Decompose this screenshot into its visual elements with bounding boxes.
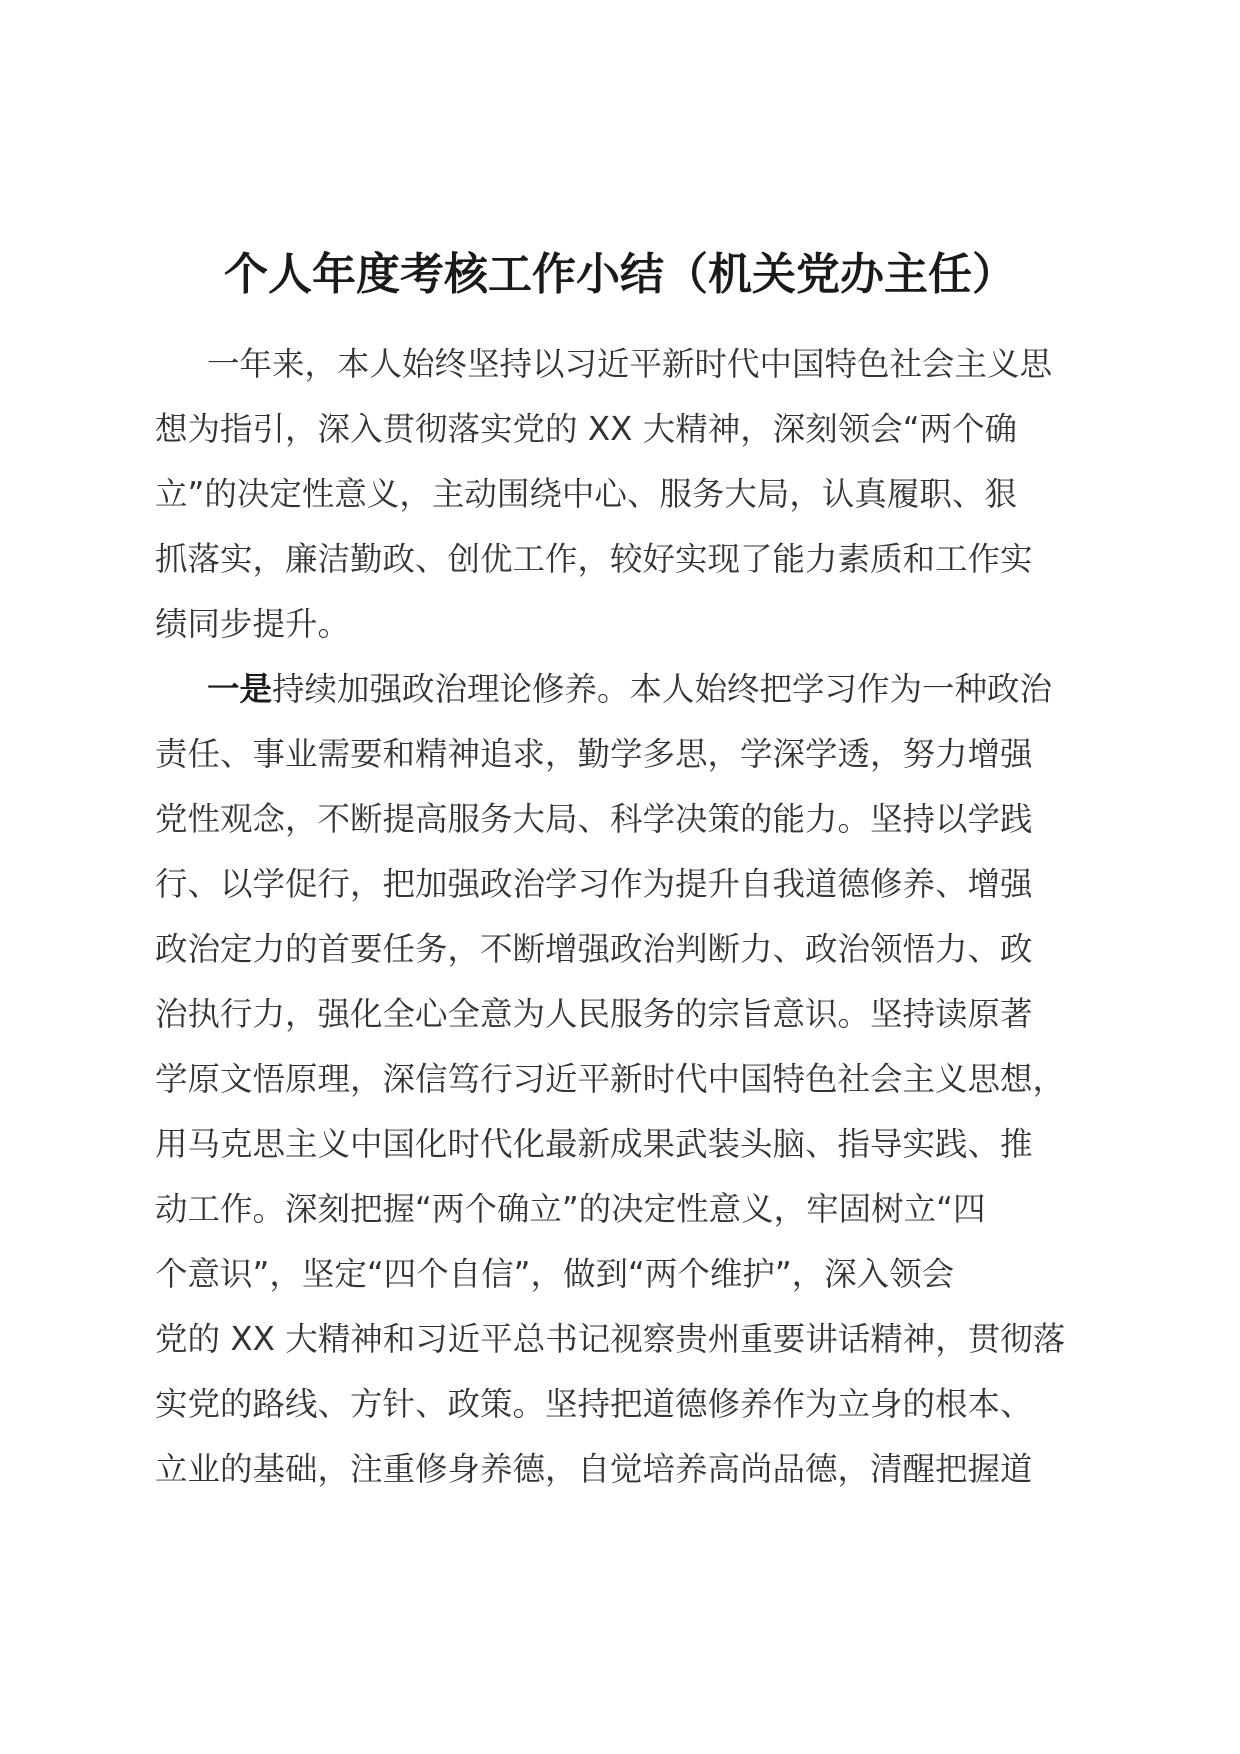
paragraph-line: 政治定力的首要任务，不断增强政治判断力、政治领悟力、政: [155, 930, 1033, 968]
paragraph-first-line-text: 持续加强政治理论修养。本人始终把学习作为一种政治: [272, 670, 1053, 708]
paragraph-line: 行、以学促行，把加强政治学习作为提升自我道德修养、增强: [155, 865, 1033, 903]
paragraph-intro: [155, 332, 1085, 657]
paragraph-lead-label: 一是: [207, 670, 273, 708]
document-title: 个人年度考核工作小结（机关党办主任）: [224, 249, 1016, 300]
paragraph-line: 实党的路线、方针、政策。坚持把道德修养作为立身的根本、: [155, 1385, 1033, 1423]
paragraph-line: 治执行力，强化全心全意为人民服务的宗旨意识。坚持读原著: [155, 995, 1033, 1033]
paragraph-first-line: [155, 657, 1085, 722]
paragraph-line: 党的 XX 大精神和习近平总书记视察贵州重要讲话精神，贯彻落: [155, 1320, 1066, 1358]
paragraph-political-study: [155, 657, 1085, 1502]
paragraph-line: 抓落实，廉洁勤政、创优工作，较好实现了能力素质和工作实: [155, 540, 1033, 578]
paragraph-line: 个意识”，坚定“四个自信”，做到“两个维护”，深入领会: [155, 1255, 955, 1293]
paragraph-line: 用马克思主义中国化时代化最新成果武装头脑、指导实践、推: [155, 1125, 1033, 1163]
paragraph-line: 党性观念，不断提高服务大局、科学决策的能力。坚持以学践: [155, 800, 1033, 838]
paragraph-line: 一年来，本人始终坚持以习近平新时代中国特色社会主义思: [207, 345, 1053, 383]
paragraph-line: 立业的基础，注重修身养德，自觉培养高尚品德，清醒把握道: [155, 1450, 1033, 1488]
paragraph-line: 责任、事业需要和精神追求，勤学多思，学深学透，努力增强: [155, 735, 1033, 773]
paragraph-line: 绩同步提升。: [155, 605, 351, 643]
paragraph-line: 动工作。深刻把握“两个确立”的决定性意义，牢固树立“四: [155, 1190, 986, 1228]
paragraph-line: 学原文悟原理，深信笃行习近平新时代中国特色社会主义思想，: [155, 1060, 1066, 1098]
paragraph-line: 立”的决定性意义，主动围绕中心、服务大局，认真履职、狠: [155, 475, 1017, 513]
paragraph-line: 想为指引，深入贯彻落实党的 XX 大精神，深刻领会“两个确: [155, 410, 1018, 448]
